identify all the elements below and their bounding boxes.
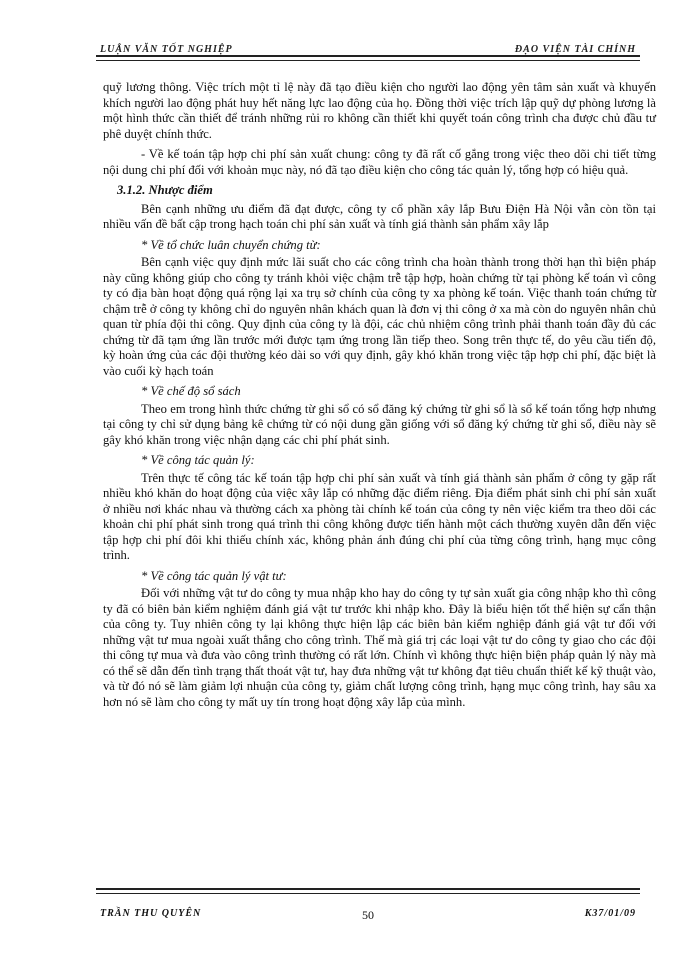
body-paragraph: Theo em trong hình thức chứng từ ghi sổ có sổ đăng ký chứng từ ghi sổ là sổ kế toán tổng hợp nhưng tại công ty chỉ sử dụng bảng kê chứng từ có nội dung gần giống với sổ đăng ký chứng từ ghi sổ, điều này sẽ gây khó khăn trong việc nhận dạng các chi phí phát sinh. [103, 401, 656, 447]
body-paragraph: Đối với những vật tư do công ty mua nhập kho hay do công ty tự sản xuất gia công nhập kho thì công ty đã có biên bản kiểm nghiệm đánh giá vật tư trước khi nhập kho. Đây là biểu hiện tốt thể hiện sự cẩn thận của công ty. Tuy nhiên công ty lại không thực hiện lập các biên bản kiểm nghiệp đánh giá vật tư đối với những vật tư mua ngoài xuất thẳng cho công trình. Thế mà giá trị các loại vật tư do công ty giao cho các đội thi công tự mua và đưa vào công trình thường có rất lớn. Chính vì không thực hiện biện pháp quản lý này mà có thể sẽ dẫn đến tình trạng thất thoát vật tư, hay đưa những vật tư không đạt tiêu chuẩn thiết kế kỹ thuật vào, và từ đó nó sẽ làm giảm lợi nhuận của công ty, giảm chất lượng công trình, hạng mục công trình, hay sâu xa hơn nó sẽ làm cho công ty mất uy tín trong hoạt động xây lắp của mình. [103, 586, 656, 709]
subsection-heading: * Về tổ chức luân chuyển chứng từ: [141, 237, 321, 252]
footer-class-code: K37/01/09 [584, 908, 636, 919]
section-heading: 3.1.2. Nhược điểm [117, 183, 213, 197]
subsection-heading: * Về công tác quản lý: [141, 453, 255, 467]
footer-rule-thick [96, 888, 640, 890]
body-paragraph: Bên cạnh những ưu điểm đã đạt được, công ty cổ phần xây lắp Bưu Điện Hà Nội vẫn còn tồn tại nhiều vấn đề bất cập trong hạch toán chi phí sản xuất và tính giá thành sản phẩm xây lắp [103, 201, 656, 231]
subsection-heading: * Về công tác quản lý vật tư: [141, 568, 287, 583]
page-footer [96, 888, 640, 928]
header-right-text: ĐẠO VIỆN TÀI CHÍNH [514, 44, 636, 55]
footer-author: TRẦN THU QUYÊN [100, 908, 202, 919]
body-paragraph: Trên thực tế công tác kế toán tập hợp chi phí sản xuất và tính giá thành sản phẩm ở công ty gặp rất nhiều khó khăn do hoạt động của việc xây lắp có những đặc điểm riêng. Địa điểm phát sinh chi phí sản xuất ở nhiều nơi khác nhau và thường cách xa phòng tài chính kế toán của công ty nên việc kiểm tra theo dõi các khoản chi phí phát sinh trong quá trình thi công không được tiến hành một cách thường xuyên dẫn đến việc tập hợp chi phí đôi khi thiếu chính xác, không phản ánh đúng chi phí của từng công trình, hạng mục công trình. [103, 470, 656, 562]
page-number: 50 [362, 908, 374, 922]
header-left-text: LUẬN VĂN TỐT NGHIỆP [100, 44, 233, 55]
footer-rule-thin [96, 893, 640, 894]
page-body [103, 80, 656, 715]
header-rule-thick [96, 55, 640, 57]
subsection-heading: * Về chế độ sổ sách [141, 384, 241, 398]
body-paragraph: Bên cạnh việc quy định mức lãi suất cho các công trình cha hoàn thành trong thời hạn thì biện pháp này cũng không giúp cho công ty tránh khỏi việc chậm trễ tập hợp, hoàn chứng từ tại phòng kế toán vì công ty có địa bàn hoạt động quá rộng lại xa trụ sở chính của công ty xa phòng kế toán. Việc thanh toán chứng từ chậm trễ ở công ty không chỉ do nguyên nhân khách quan là đơn vị thi công ở xa mà còn do nguyên nhân chủ quan từ phía đội thi công. Quy định của công ty là đội, các chủ nhiệm công trình phải thanh toán đầy đủ các chứng từ đã tạm ứng lần trước mới được tạm ứng trong lần tiếp theo. Song trên thực tế, do yêu cầu tiến độ, kỳ hoàn ứng của các đội thường kéo dài so với quy định, gây khó khăn trong việc tập hợp chi phí, đặc biệt là vào cuối kỳ hạch toán [103, 255, 656, 378]
header-rule-thin [96, 60, 640, 61]
body-paragraph: - Về kế toán tập hợp chi phí sản xuất chung: công ty đã rất cố gắng trong việc theo dõi chi tiết từng nội dung chi phí đối với khoản mục này, nó đã tạo điều kiện cho công tác quản lý, tổng hợp có hiệu quả. [103, 147, 656, 177]
page-header [96, 40, 640, 66]
body-paragraph: quỹ lương thông. Việc trích một tỉ lệ này đã tạo điều kiện cho người lao động yên tâm sản xuất và khuyến khích người lao động phát huy hết năng lực lao động của họ. Đồng thời việc trích lập quỹ dự phòng lương là một hình thức cần thiết để tránh những rủi ro không cần thiết khi quyết toán công trình cha được chủ đầu tư phê duyệt chính thức. [103, 80, 656, 141]
